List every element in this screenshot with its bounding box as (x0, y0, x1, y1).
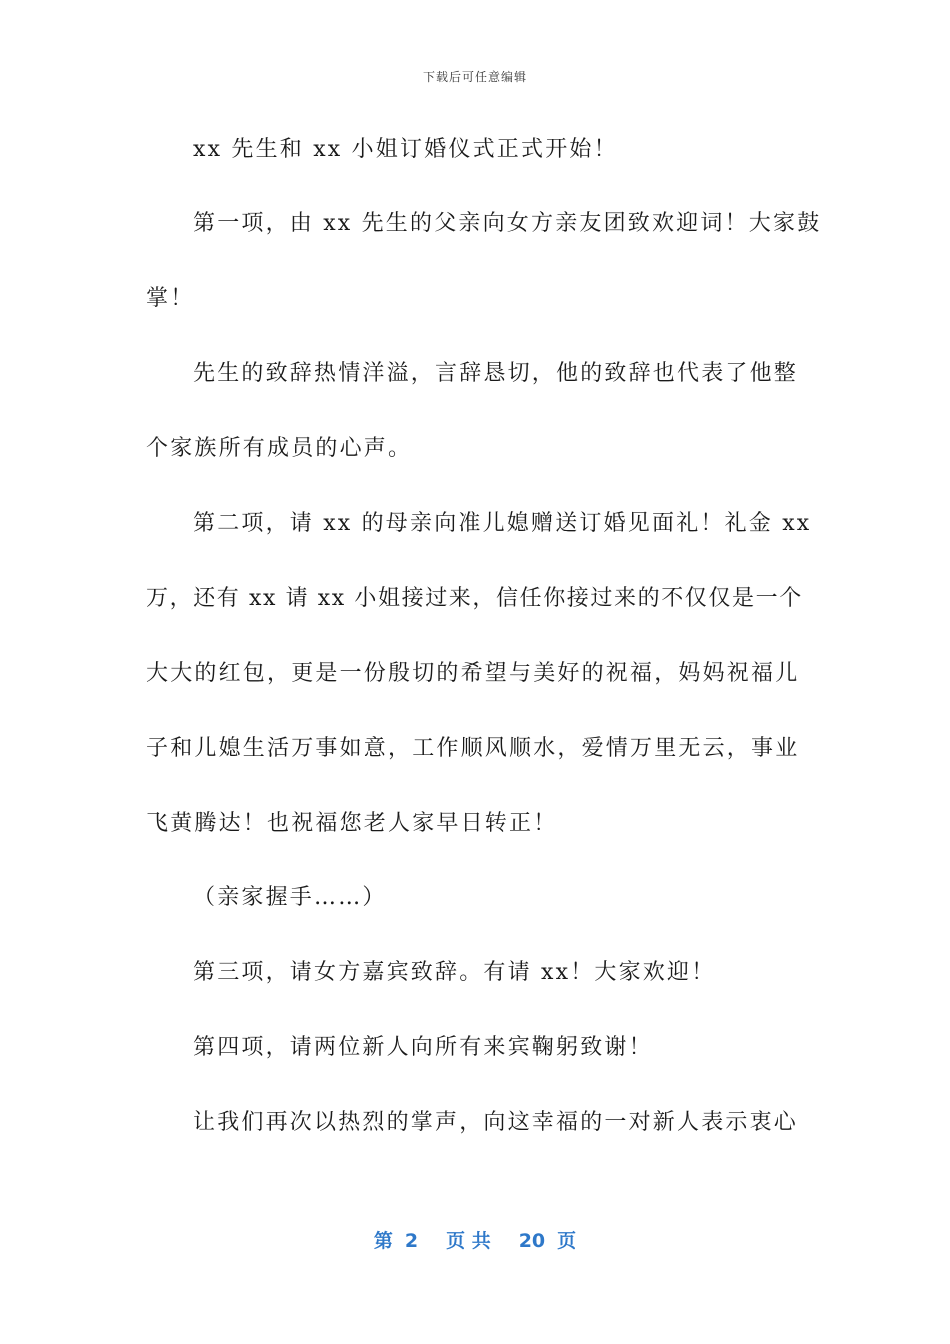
page-header: 下载后可任意编辑 (422, 70, 527, 84)
text-line: 飞黄腾达！也祝福您老人家早日转正！ (146, 811, 558, 836)
page-footer (0, 1226, 950, 1253)
text-line: 第二项，请 xx 的母亲向准儿媳赠送订婚见面礼！礼金 xx (193, 511, 812, 536)
text-line: 让我们再次以热烈的掌声，向这幸福的一对新人表示衷心 (193, 1110, 799, 1135)
text-line: xx 先生和 xx 小姐订婚仪式正式开始！ (193, 137, 618, 162)
text-line: 万，还有 xx 请 xx 小姐接过来，信任你接过来的不仅仅是一个 (146, 586, 803, 611)
footer-prefix: 第 (373, 1230, 393, 1252)
footer-total-pages: 20 (518, 1230, 546, 1252)
text-line: 掌！ (146, 286, 195, 311)
text-line: 个家族所有成员的心声。 (146, 436, 413, 461)
footer-page-number: 2 (404, 1230, 419, 1252)
text-line: 第一项，由 xx 先生的父亲向女方亲友团致欢迎词！大家鼓 (193, 211, 822, 236)
text-line: 先生的致辞热情洋溢，言辞恳切，他的致辞也代表了他整 (193, 361, 799, 386)
text-line: （亲家握手……） (193, 885, 387, 910)
text-line: 大大的红包，更是一份殷切的希望与美好的祝福，妈妈祝福儿 (146, 661, 800, 686)
footer-middle: 页 共 (446, 1230, 491, 1252)
text-line: 第四项，请两位新人向所有来宾鞠躬致谢！ (193, 1035, 653, 1060)
text-line: 第三项，请女方嘉宾致辞。有请 xx！大家欢迎！ (193, 960, 716, 985)
footer-suffix: 页 (557, 1230, 577, 1252)
text-line: 子和儿媳生活万事如意，工作顺风顺水，爱情万里无云，事业 (146, 736, 800, 761)
